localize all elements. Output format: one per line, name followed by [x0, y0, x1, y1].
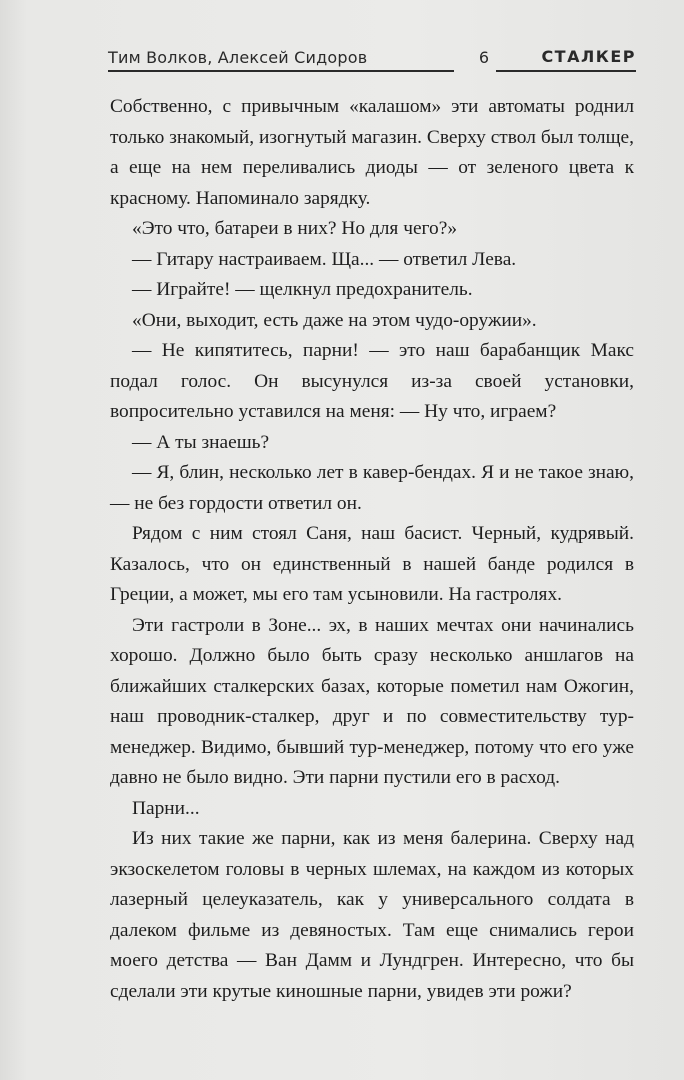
paragraph: — Гитару настраиваем. Ща... — ответил Лева.: [132, 248, 517, 270]
paragraph: — Играйте! — щелкнул предохранитель.: [132, 279, 473, 300]
header-rule-right: [496, 70, 636, 72]
paragraph: Из них такие же парни, как из меня балерина. Сверху над экзоскелетом головы в черных шлемах, на каждом из которых лазерный целеуказатель, как у универсального солдата в далеком фильме из девяностых. Там еще снимались герои моего детства — Ван Дамм и Лундгрен. Интересно, что бы сделали эти крутые киношные парни, увидев эти рожи?: [110, 828, 634, 1002]
body-text: [110, 92, 634, 1007]
paragraph: Эти гастроли в Зоне... эх, в наших мечтах они начинались хорошо. Должно было быть сразу несколько аншлагов на ближайших сталкерских базах, которые пометил нам Ожогин, наш проводник-сталкер, друг и по совместительству тур-менеджер. Видимо, бывший тур-менеджер, потому что его уже давно не было видно. Эти парни пустили его в расход.: [110, 614, 634, 788]
running-header: [108, 46, 636, 76]
page-number: 6: [478, 48, 490, 67]
paragraph: «Они, выходит, есть даже на этом чудо-оружии».: [132, 309, 537, 331]
paragraph: — Не кипятитесь, парни! — это наш барабанщик Макс подал голос. Он высунулся из-за своей установки, вопросительно уставился на меня: — Ну что, играем?: [110, 340, 634, 422]
paragraph: Рядом с ним стоял Саня, наш басист. Черный, кудрявый. Казалось, что он единственный в нашей банде родился в Греции, а может, мы его там усыновили. На гастролях.: [110, 523, 634, 605]
paragraph: — А ты знаешь?: [132, 431, 270, 453]
header-author: Тим Волков, Алексей Сидоров: [108, 48, 368, 67]
header-rule-left: [108, 70, 454, 72]
paragraph: «Это что, батареи в них? Но для чего?»: [132, 218, 458, 239]
paragraph: Парни...: [132, 797, 200, 819]
paragraph: — Я, блин, несколько лет в кавер-бендах. Я и не такое знаю, — не без гордости ответил он.: [110, 462, 634, 514]
paragraph: Собственно, с привычным «калашом» эти автоматы роднил только знакомый, изогнутый магазин. Сверху ствол был толще, а еще на нем переливались диоды — от зеленого цвета к красному. Напоминало зарядку.: [110, 96, 634, 209]
series-title: СТАЛКЕР: [541, 47, 636, 66]
